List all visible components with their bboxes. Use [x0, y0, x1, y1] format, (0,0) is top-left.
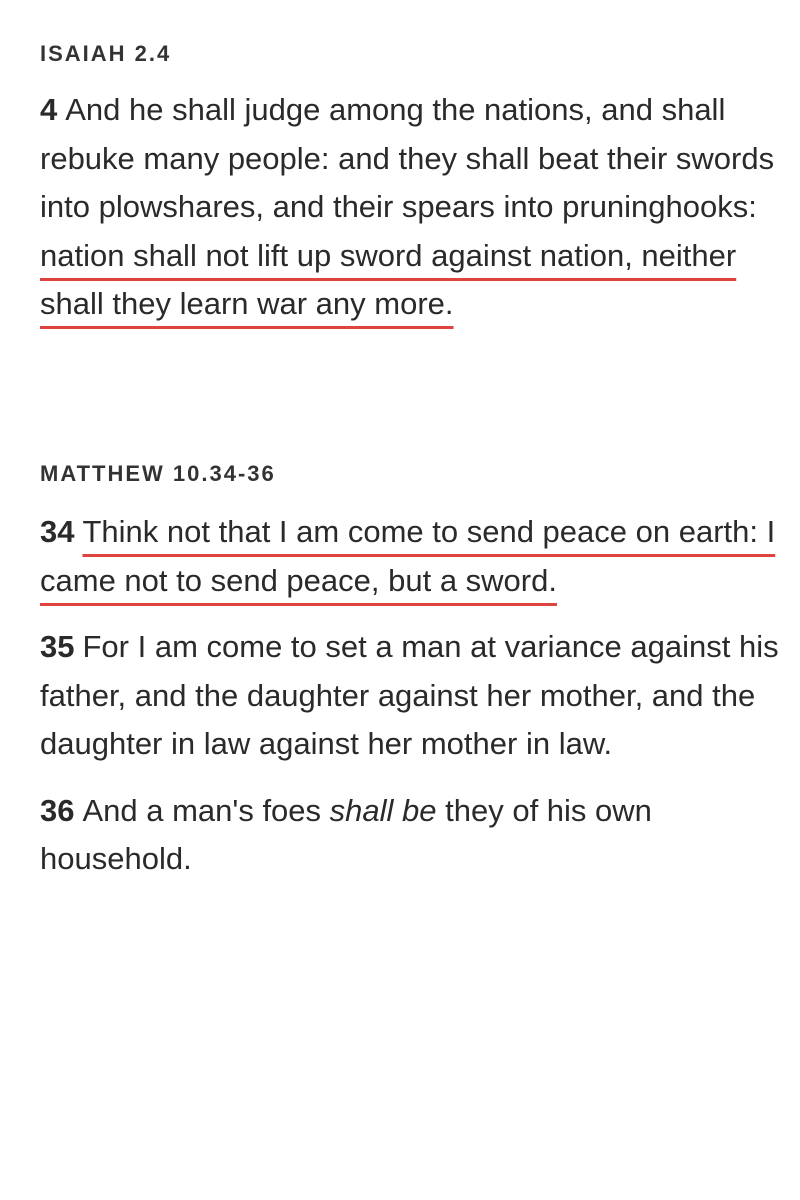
verse-4	[40, 86, 780, 329]
highlighted-text: Think not that I am come to send peace on earth: I came not to send peace, but a sword.	[40, 514, 776, 598]
passage-reference: ISAIAH 2.4	[40, 41, 172, 66]
verse-text: For I am come to set a man at variance against his father, and the daughter against her mother, and the daughter in law against her mother in law.	[40, 629, 779, 761]
passage-reference: MATTHEW 10.34-36	[40, 461, 276, 486]
verse-number: 34	[40, 514, 75, 549]
verse-text: they of his own household.	[40, 792, 652, 876]
italic-text: shall be	[329, 792, 437, 828]
verse-number: 36	[40, 792, 75, 828]
verse-36	[40, 787, 780, 884]
passage-matthew	[40, 460, 780, 884]
passage-isaiah	[40, 40, 780, 329]
highlighted-text: nation shall not lift up sword against nation, neither shall they learn war any more.	[40, 237, 737, 321]
verse-number: 35	[40, 629, 75, 664]
verse-number: 4	[40, 92, 58, 127]
verse-text: And he shall judge among the nations, and shall rebuke many people: and they shall beat their swords into plowshares, and their spears into pruninghooks:	[40, 92, 775, 224]
verse-35	[40, 623, 780, 769]
verse-text: And a man's foes	[82, 792, 330, 828]
verse-34	[40, 508, 780, 605]
